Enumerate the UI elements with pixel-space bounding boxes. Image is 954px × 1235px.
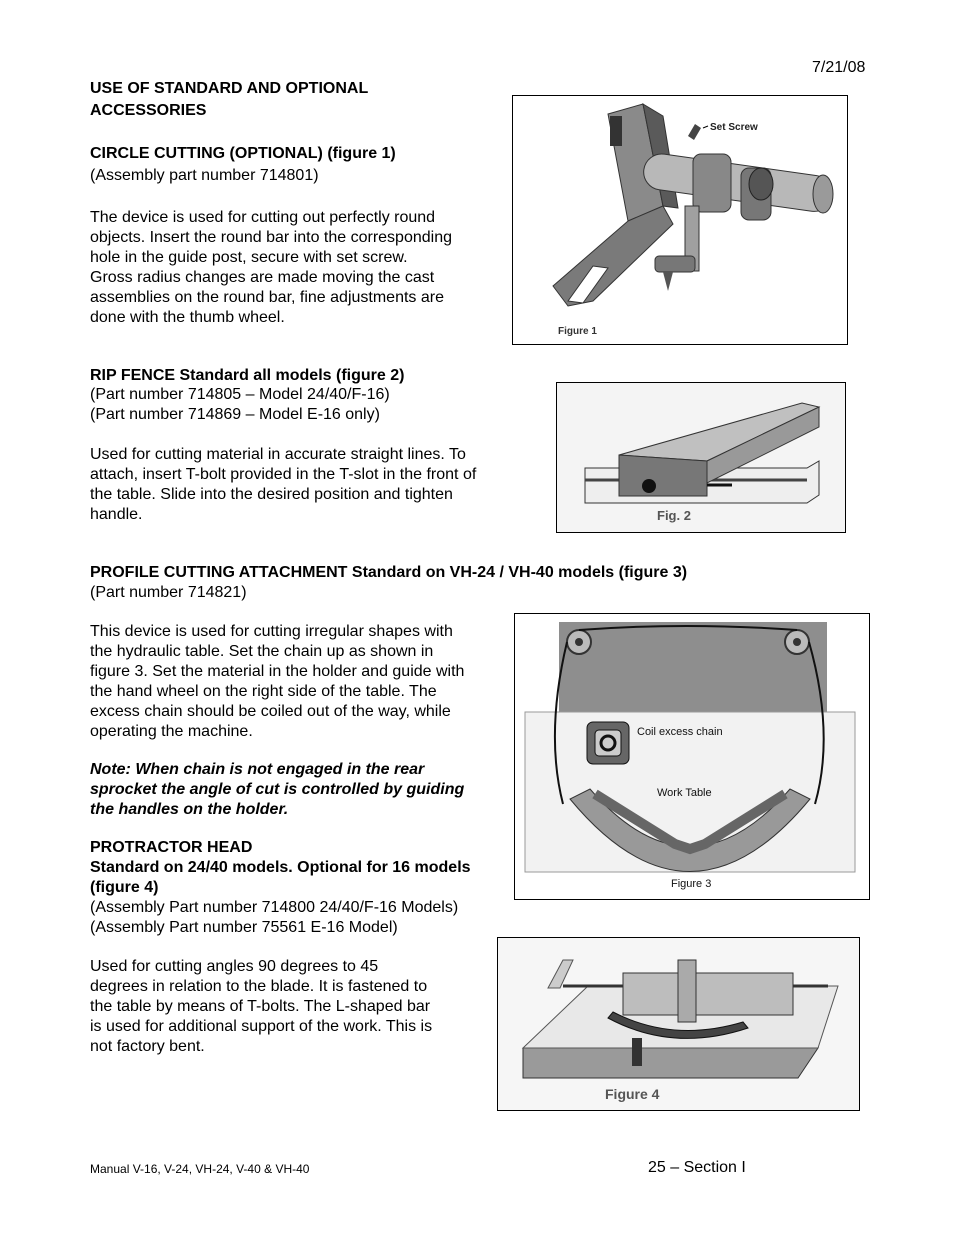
text-line: Gross radius changes are made moving the cast [90,269,435,286]
part-number-line: (Assembly Part number 714800 24/40/F-16 Models) [90,899,459,916]
text-line: degrees in relation to the blade. It is fastened to [90,978,428,995]
figure-4-illustration [498,938,859,1110]
note-line: Note: When chain is not engaged in the rear [90,761,425,778]
figure-2-rip-fence [556,382,846,533]
profile-cutting-heading [90,563,687,583]
part-number-line: (Part number 714869 – Model E-16 only) [90,406,380,423]
figure-3-caption: Figure 3 [671,878,712,890]
text-line: assemblies on the round bar, fine adjustments are [90,289,444,306]
text-line: figure 3. Set the material in the holder and guide with [90,663,465,680]
figure-3-profile-cutting [514,613,870,900]
figure-3-illustration [515,614,869,899]
text-line: is used for additional support of the work. This is [90,1018,433,1035]
figure-4-caption: Figure 4 [605,1086,660,1102]
figure-2-illustration [557,383,845,532]
text-line: the hand wheel on the right side of the table. The [90,683,437,700]
text-line: operating the machine. [90,723,253,740]
text-line: objects. Insert the round bar into the corresponding [90,229,452,246]
text-line: handle. [90,506,143,523]
text-line: the table by means of T-bolts. The L-shaped bar [90,998,431,1015]
circle-cutting-description [90,208,452,328]
text-line: the hydraulic table. Set the chain up as shown in [90,643,434,660]
text-line: not factory bent. [90,1038,205,1055]
note-line: the handles on the holder. [90,801,289,818]
profile-cutting-note [90,760,464,820]
figure-1-circle-cutting [512,95,848,345]
text-line: The device is used for cutting out perfectly round [90,209,436,226]
figure-2-caption: Fig. 2 [657,508,691,523]
subheading-line: (figure 4) [90,879,159,896]
main-heading-line-1: USE OF STANDARD AND OPTIONAL [90,80,369,97]
page-date: 7/21/08 [812,59,866,76]
text-line: Used for cutting angles 90 degrees to 45 [90,958,379,975]
protractor-head-part-numbers [90,898,458,938]
subheading-line: Standard on 24/40 models. Optional for 16 models [90,859,471,876]
profile-cutting-part-number: (Part number 714821) [90,584,247,601]
profile-cutting-heading-rest: Standard on VH-24 / VH-40 models (figure 3) [347,564,688,581]
protractor-head-subheading [90,858,471,898]
set-screw-label: Set Screw [710,122,758,133]
text-line: excess chain should be coiled out of the way, while [90,703,451,720]
footer-page-number: 25 – Section I [648,1159,746,1176]
rip-fence-heading: RIP FENCE Standard all models (figure 2) [90,367,405,384]
text-line: the table. Slide into the desired position and tighten [90,486,453,503]
work-table-label: Work Table [657,787,712,799]
protractor-head-description [90,957,432,1057]
figure-1-caption: Figure 1 [558,326,597,337]
rip-fence-description [90,445,476,525]
footer-manual-title: Manual V-16, V-24, VH-24, V-40 & VH-40 [90,1162,310,1176]
figure-1-illustration [513,96,847,344]
text-line: attach, insert T-bolt provided in the T-slot in the front of [90,466,477,483]
rip-fence-part-numbers [90,385,390,425]
main-heading-line-2: ACCESSORIES [90,102,207,119]
part-number-line: (Assembly Part number 75561 E-16 Model) [90,919,398,936]
part-number-line: (Part number 714805 – Model 24/40/F-16) [90,386,390,403]
profile-cutting-description [90,622,464,742]
circle-cutting-heading: CIRCLE CUTTING (OPTIONAL) (figure 1) [90,145,396,162]
text-line: This device is used for cutting irregular shapes with [90,623,453,640]
protractor-head-heading: PROTRACTOR HEAD [90,839,253,856]
figure-4-protractor-head [497,937,860,1111]
text-line: Used for cutting material in accurate straight lines. To [90,446,466,463]
note-line: sprocket the angle of cut is controlled by guiding [90,781,465,798]
coil-excess-chain-label: Coil excess chain [637,726,723,738]
profile-cutting-heading-bold: PROFILE CUTTING ATTACHMENT [90,564,348,581]
text-line: hole in the guide post, secure with set screw. [90,249,408,266]
circle-cutting-part-number: (Assembly part number 714801) [90,167,319,184]
text-line: done with the thumb wheel. [90,309,285,326]
